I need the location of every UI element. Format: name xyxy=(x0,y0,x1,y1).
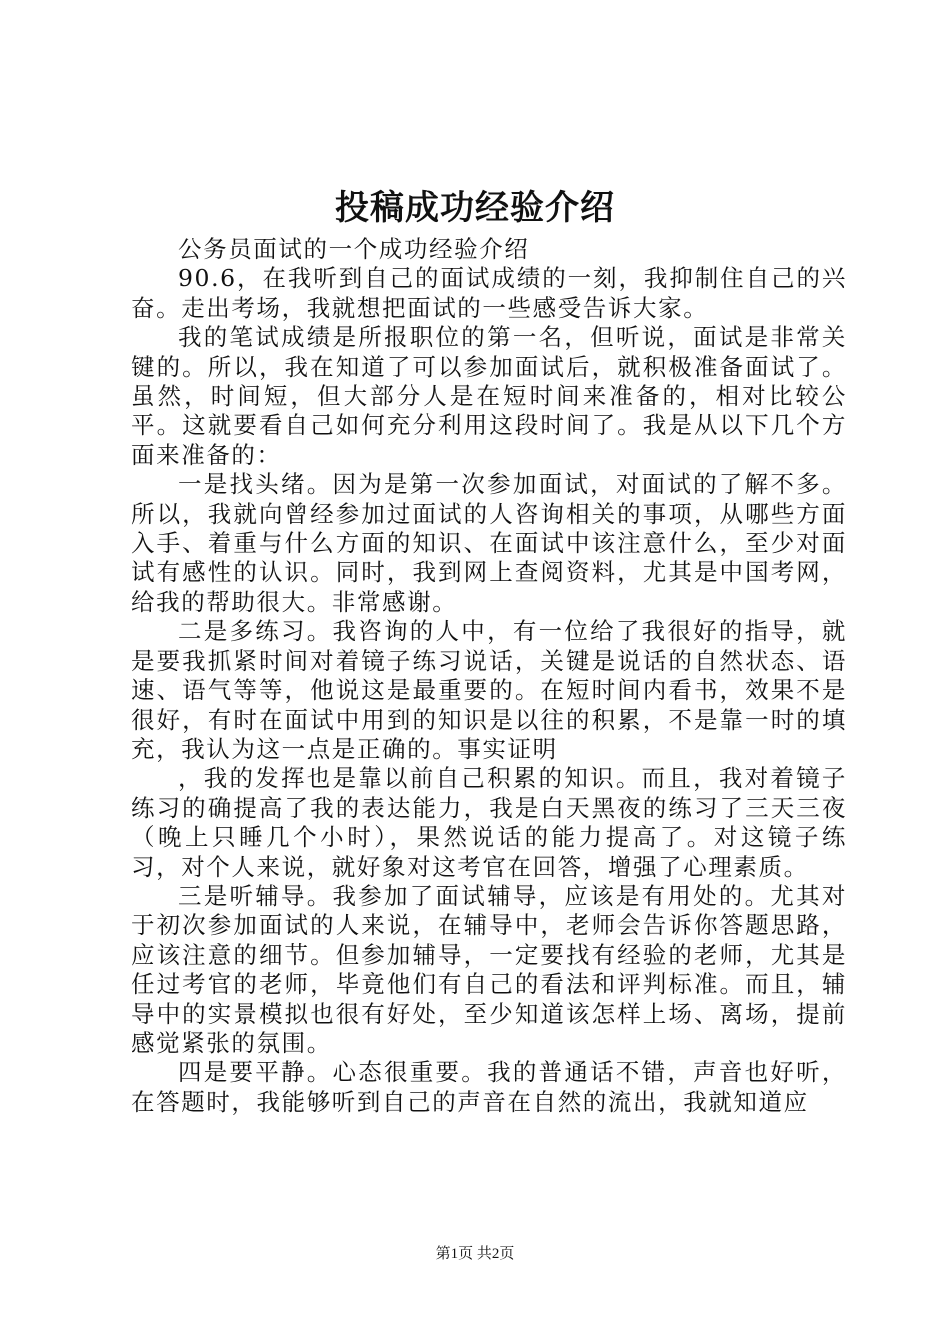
paragraph-point-three: 三是听辅导。我参加了面试辅导，应该是有用处的。尤其对于初次参加面试的人来说，在辅导中，老师会告诉你答题思路，应该注意的细节。但参加辅导，一定要找有经验的老师，尤其是任过考官的老师，毕竟他们有自己的看法和评判标准。而且，辅导中的实景模拟也很有好处，至少知道该怎样上场、离场，提前感觉紧张的氛围。 xyxy=(131,881,847,1057)
paragraph-point-four: 四是要平静。心态很重要。我的普通话不错，声音也好听，在答题时，我能够听到自己的声音在自然的流出，我就知道应 xyxy=(131,1058,847,1116)
paragraph-subtitle: 公务员面试的一个成功经验介绍 xyxy=(178,235,530,263)
document-title: 投稿成功经验介绍 xyxy=(335,188,615,228)
document-body xyxy=(131,235,847,1117)
paragraph-preparation: 我的笔试成绩是所报职位的第一名，但听说，面试是非常关键的。所以，我在知道了可以参加面试后，就积极准备面试了。虽然，时间短，但大部分人是在短时间来准备的，相对比较公平。这就要看自己如何充分利用这段时间了。我是从以下几个方面来准备的： xyxy=(131,323,847,469)
page-number-footer: 第1页 共2页 xyxy=(435,1246,515,1262)
paragraph-intro: 90.6，在我听到自己的面试成绩的一刻，我抑制住自己的兴奋。走出考场，我就想把面试的一些感受告诉大家。 xyxy=(131,264,847,322)
paragraph-point-one: 一是找头绪。因为是第一次参加面试，对面试的了解不多。所以，我就向曾经参加过面试的人咨询相关的事项，从哪些方面入手、着重与什么方面的知识、在面试中该注意什么，至少对面试有感性的认识。同时，我到网上查阅资料，尤其是中国考网，给我的帮助很大。非常感谢。 xyxy=(131,470,847,616)
paragraph-point-two-continued: ，我的发挥也是靠以前自己积累的知识。而且，我对着镜子练习的确提高了我的表达能力，我是白天黑夜的练习了三天三夜（晚上只睡几个小时），果然说话的能力提高了。对这镜子练习，对个人来说，就好象对这考官在回答，增强了心理素质。 xyxy=(131,764,847,881)
paragraph-point-two: 二是多练习。我咨询的人中，有一位给了我很好的指导，就是要我抓紧时间对着镜子练习说话，关键是说话的自然状态、语速、语气等等，他说这是最重要的。在短时间内看书，效果不是很好，有时在面试中用到的知识是以往的积累，不是靠一时的填充，我认为这一点是正确的。事实证明 xyxy=(131,617,847,763)
